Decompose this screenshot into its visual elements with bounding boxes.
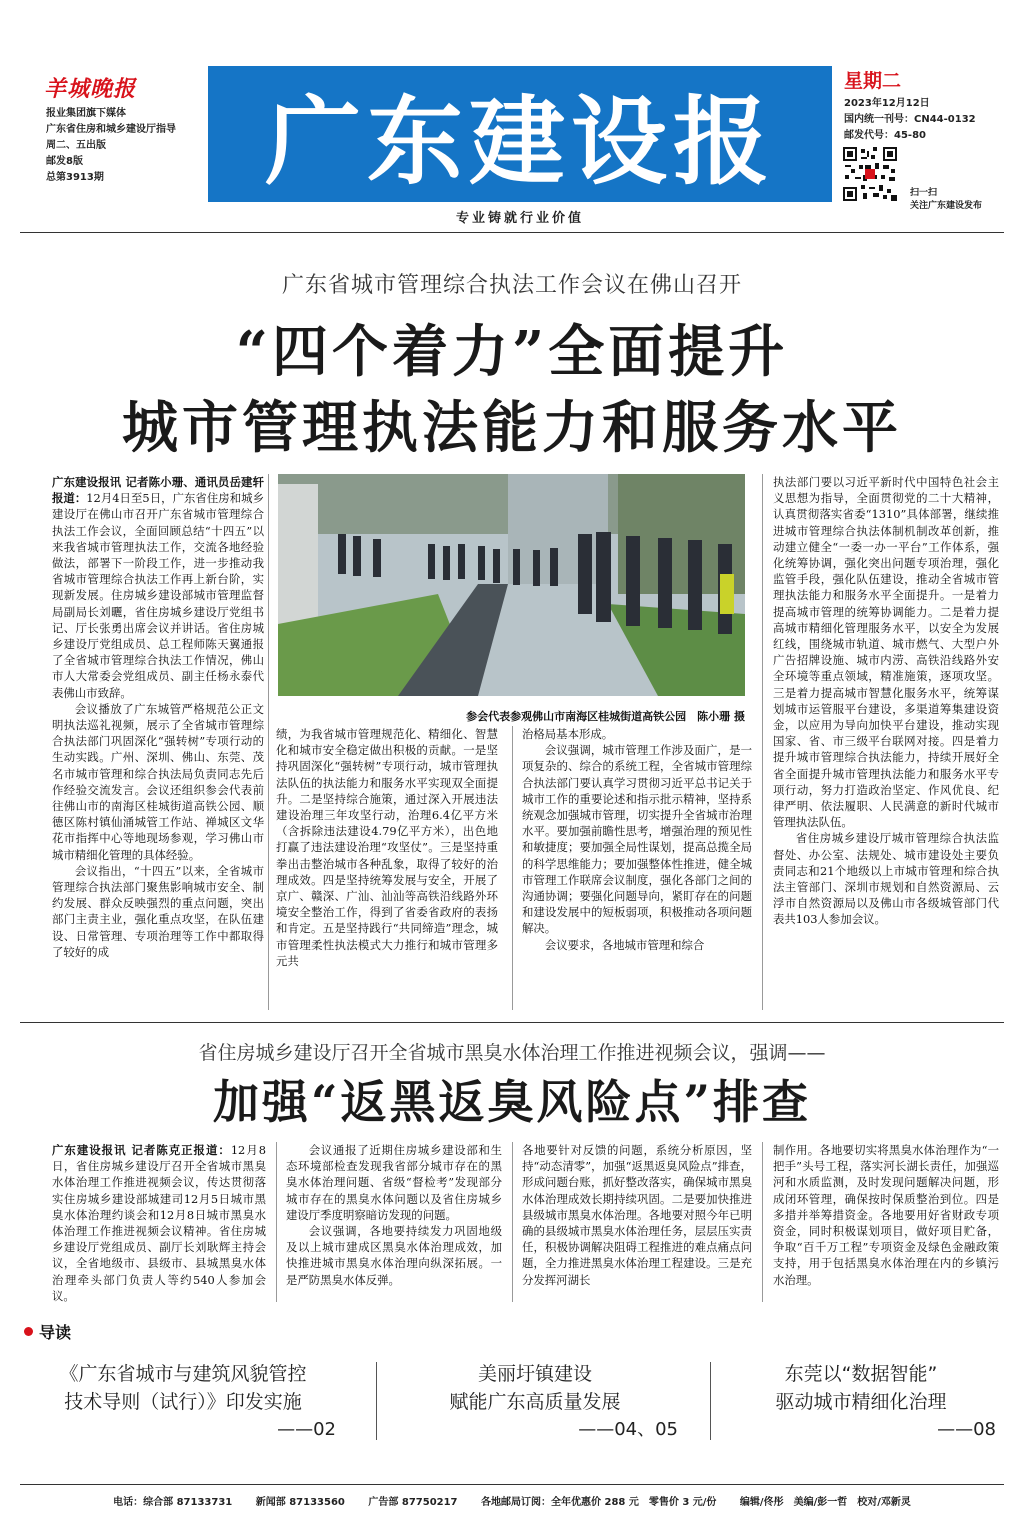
article1-kicker: 广东省城市管理综合执法工作会议在佛山召开 <box>281 273 742 298</box>
article2-column-3 <box>522 1142 752 1288</box>
column-divider <box>762 1142 763 1302</box>
guide-heading <box>24 1320 71 1343</box>
article1-column-3 <box>522 726 752 953</box>
article2-column-4 <box>773 1142 999 1288</box>
footer-news: 新闻部 87133560 <box>255 1497 345 1508</box>
weekday: 星期二 <box>844 70 902 92</box>
article1-paragraph: 广东建设报讯 记者陈小珊、通讯员岳建轩报道：12月4日至5日，广东省住房和城乡建设厅在佛山市召开广东省城市管理综合执法工作会议，全面回顾总结“十四五”以来我省城市管理执法工作，交流各地经验做法，部署下一阶段工作，进一步推动我省城市管理综合执法工作再上新台阶，实现新发展。住房城乡建设部城市管理监督局副局长刘曬，省住房城乡建设厅党组书记、厅长张勇出席会议并讲话。省住房城乡建设厅党组成员、总工程师陈天翼通报了全省城市管理综合执法工作情况，佛山市人大常委会党组成员、副主任杨永泰代表佛山市致辞。 <box>52 475 264 700</box>
article2-column-2 <box>286 1142 502 1288</box>
footer-subscription: 各地邮局订阅：全年优惠价 288 元 零售价 3 元/份 <box>481 1497 717 1508</box>
footer-divider <box>20 1484 1004 1485</box>
guide-item[interactable] <box>30 1360 336 1440</box>
guide-item-title: 技术导则（试行）》印发实施 <box>64 1391 302 1413</box>
qr-line: 扫一扫 <box>910 188 938 198</box>
article1-photo <box>278 474 745 696</box>
footer-editors: 编辑/佟彤 美编/彭一哲 校对/邓新灵 <box>739 1497 911 1508</box>
pub-line: 报业集团旗下媒体 <box>46 108 126 119</box>
guide-item[interactable] <box>392 1360 678 1440</box>
article2-paragraph: 制作用。各地要切实将黑臭水体治理作为“一把手”头号工程，落实河长湖长责任，加强巡河和水质监测，及时发现问题解决问题，形成闭环管理，确保按时保质整治到位。四是多措并举筹措资金。各地要用好省财政专项资金，同时积极谋划项目，做好项目贮备，争取“百千万工程”专项资金及绿色金融政策支持，用于包括黑臭水体治理在内的乡镇污水治理。 <box>773 1143 999 1287</box>
pub-line: 总第3913期 <box>46 172 104 183</box>
pub-line: 广东省住房和城乡建设厅指导 <box>46 124 176 135</box>
article2-headline: 加强“返黑返臭风险点”排查 <box>213 1075 811 1129</box>
guide-divider <box>710 1362 711 1440</box>
article2-byline: 广东建设报讯 记者陈克正报道： <box>52 1143 231 1157</box>
slogan: 专业铸就行业价值 <box>455 211 584 226</box>
column-divider <box>512 726 513 1010</box>
article1-column-1 <box>52 474 264 960</box>
qr-line: 关注广东建设发布 <box>910 201 983 211</box>
footer-ads: 广告部 87750217 <box>368 1497 458 1508</box>
pub-line: 周二、五出版 <box>46 140 106 151</box>
pub-line: 邮发8版 <box>46 156 83 167</box>
publisher-logo <box>44 72 204 102</box>
issue-date: 2023年12月12日 <box>844 98 930 109</box>
publisher-info <box>46 106 176 186</box>
article1-headline-line2: 城市管理执法能力和服务水平 <box>122 395 902 461</box>
guide-item-page: ——04、05 <box>578 1419 678 1440</box>
qr-caption <box>910 187 982 213</box>
article1-column-4 <box>773 474 999 928</box>
photo-caption: 参会代表参观佛山市南海区桂城街道高铁公园 陈小珊 摄 <box>466 710 745 723</box>
footer-phone: 电话：综合部 87133731 <box>113 1497 233 1508</box>
article1-paragraph: 会议指出，“十四五”以来，全省城市管理综合执法部门聚焦影响城市安全、制约发展、群众反映强烈的重点问题，突出部门主责主业，强化重点攻坚，在队伍建设、日常管理、专项治理等工作中都取得了较好的成 <box>52 863 264 959</box>
article2-column-1 <box>52 1142 266 1304</box>
column-divider <box>512 1142 513 1302</box>
guide-item[interactable] <box>726 1360 996 1440</box>
article1-paragraph: 会议要求，各地城市管理和综合 <box>544 937 705 952</box>
article2-paragraph: 各地要针对反馈的问题，系统分析原因，坚持“动态清零”，加强“返黑返臭风险点”排查，形成问题台账，抓好整改落实，确保城市黑臭水体治理成效长期持续巩固。二是要加快推进县级城市黑臭水体治理。各地要对照今年已明确的县级城市黑臭水体治理任务，层层压实责任，积极协调解决阻碍工程推进的难点痛点问题，全力推进黑臭水体治理工程建设。三是充分发挥河湖长 <box>522 1143 752 1287</box>
article1-paragraph: 会议强调，城市管理工作涉及面广，是一项复杂的、综合的系统工程，全省城市管理综合执法部门要认真学习贯彻习近平总书记关于城市工作的重要论述和指示批示精神，坚持系统观念加强城市管理，切实提升全省城市治理水平。要加强前瞻性思考，增强治理的预见性和敏捷度；要加强全局性谋划，提高总揽全局的科学思维能力；要加强整体性推进，健全城市管理工作联席会议制度，强化各部门之间的沟通协调；要强化问题导向，紧盯存在的问题和建设发展中的短板弱项，积极推动各项问题解决。 <box>522 743 752 936</box>
guide-item-title: 美丽圩镇建设 <box>477 1363 592 1385</box>
guide-item-title: 《广东省城市与建筑风貌管控 <box>59 1363 307 1385</box>
article1-byline: 广东建设报讯 记者陈小珊、通讯员岳建轩报道： <box>52 475 264 506</box>
article2-paragraph: 会议强调，各地要持续发力巩固地级及以上城市建成区黑臭水体治理成效，加快推进城市黑臭水体治理向纵深拓展。一是严防黑臭水体反弹。 <box>286 1224 502 1287</box>
article1-paragraph: 治格局基本形成。 <box>522 727 614 741</box>
article1-paragraph: 绩，为我省城市管理规范化、精细化、智慧化和城市安全稳定做出积极的贡献。一是坚持巩固深化“强转树”专项行动，城市管理执法队伍的执法能力和服务水平实现双全面提升。二是坚持综合施策，通过深入开展违法建设治理三年攻坚行动，治理6.4亿平方米（含拆除违法建设4.79亿平方米），出色地打赢了违法建设治理“攻坚仗”。三是坚持重拳出击整治城市各种乱象，取得了较好的治理成效。四是坚持统筹发展与安全，开展了京广、赣深、广汕、汕汕等高铁沿线路外环境安全整治工作，得到了省委省政府的表扬和肯定。五是坚持践行“共同缔造”理念，城市管理柔性执法模式大力推行和城市管理多元共 <box>276 727 498 968</box>
issue-cn: 国内统一刊号：CN44-0132 <box>844 114 976 125</box>
article2-kicker: 省住房城乡建设厅召开全省城市黑臭水体治理工作推进视频会议，强调—— <box>198 1042 826 1064</box>
guide-item-title: 驱动城市精细化治理 <box>775 1391 947 1413</box>
article1-paragraph: 省住房城乡建设厅城市管理综合执法监督处、办公室、法规处、城市建设处主要负责同志和21个地级以上市城市管理和综合执法主管部门、深圳市规划和自然资源局、云浮市自然资源局以及佛山市各级城管部门代表共103人参加会议。 <box>773 831 999 927</box>
bullet-icon <box>24 1327 33 1336</box>
guide-item-title: 东莞以“数据智能” <box>784 1363 938 1385</box>
guide-title: 导读 <box>39 1323 72 1342</box>
footer <box>20 1493 1004 1508</box>
guide-item-title: 赋能广东高质量发展 <box>449 1391 621 1413</box>
column-divider <box>276 1142 277 1302</box>
masthead-divider <box>20 232 1004 233</box>
article-divider <box>20 1022 1004 1023</box>
issue-info <box>844 96 976 144</box>
article1-paragraph: 会议播放了广东城管严格规范公正文明执法巡礼视频，展示了全省城市管理综合执法部门巩固深化“强转树”专项行动的生动实践。广州、深圳、佛山、东莞、茂名市城市管理和综合执法局负责同志先后作经验交流发言。会议还组织参会代表前往佛山市的南海区桂城街道高铁公园、顺德区陈村镇仙涌城管工作站、禅城区文华花市指挥中心等地现场参观，学习佛山市城市精细化管理的具体经验。 <box>52 701 264 862</box>
column-divider <box>762 474 763 1010</box>
article2-paragraph: 会议通报了近期住房城乡建设部和生态环境部检查发现我省部分城市存在的黑臭水体治理问题、省级“督检考”发现部分城市存在的黑臭水体问题以及省住房城乡建设厅季度明察暗访发现的问题。 <box>286 1143 502 1222</box>
column-divider <box>268 474 269 1010</box>
article1-paragraph: 执法部门要以习近平新时代中国特色社会主义思想为指导，全面贯彻党的二十大精神，认真贯彻落实省委“1310”具体部署，继续推进城市管理综合执法体制机制改革创新，推动建立健全“一委一办一平台”工作体系，强化统筹协调，强化突出问题专项治理，强化监管手段，强化队伍建设，推动全省城市管理执法能力和服务水平全面提升。一是着力提高城市管理的统筹协调能力。二是着力提高城市精细化管理服务水平，以安全为发展红线，围绕城市轨道、城市燃气、大型户外广告招牌设施、城市内涝、高铁沿线路外安全环境等重点领域，精准施策，逐项攻坚。三是着力提高城市智慧化服务水平，统筹谋划城市运管服平台建设，多渠道筹集建设资金，以应用为导向加快平台建设，推动实现国家、省、市三级平台联网对接。四是着力提升城市管理综合执法能力，持续开展好全省全面提升城市管理执法能力和服务水平专项行动，努力打造政治坚定、作风优良、纪律严明、依法履职、人民满意的新时代城市管理执法队伍。 <box>773 475 999 830</box>
newspaper-title: 广东建设报 <box>208 66 832 202</box>
guide-divider <box>376 1362 377 1440</box>
guide-item-page: ——02 <box>277 1419 336 1440</box>
qr-code-icon[interactable] <box>843 147 897 201</box>
article1-headline: “四个着力”全面提升 <box>235 319 789 385</box>
logo-text: 羊城晚报 <box>44 76 137 102</box>
issue-postal: 邮发代号：45-80 <box>844 130 926 141</box>
article2-paragraph: 广东建设报讯 记者陈克正报道：12月8日，省住房城乡建设厅召开全省城市黑臭水体治理工作推进视频会议，传达贯彻落实住房城乡建设部城建司12月5日城市黑臭水体治理约谈会和12月8日城市黑臭水体治理工作推进视频会议精神。省住房城乡建设厅党组成员、副厅长刘耿辉主持会议，全省地级市、县级市、县城黑臭水体治理牵头部门负责人等约540人参加会议。 <box>52 1143 266 1303</box>
guide-item-page: ——08 <box>937 1419 996 1440</box>
article1-column-2 <box>276 726 498 969</box>
